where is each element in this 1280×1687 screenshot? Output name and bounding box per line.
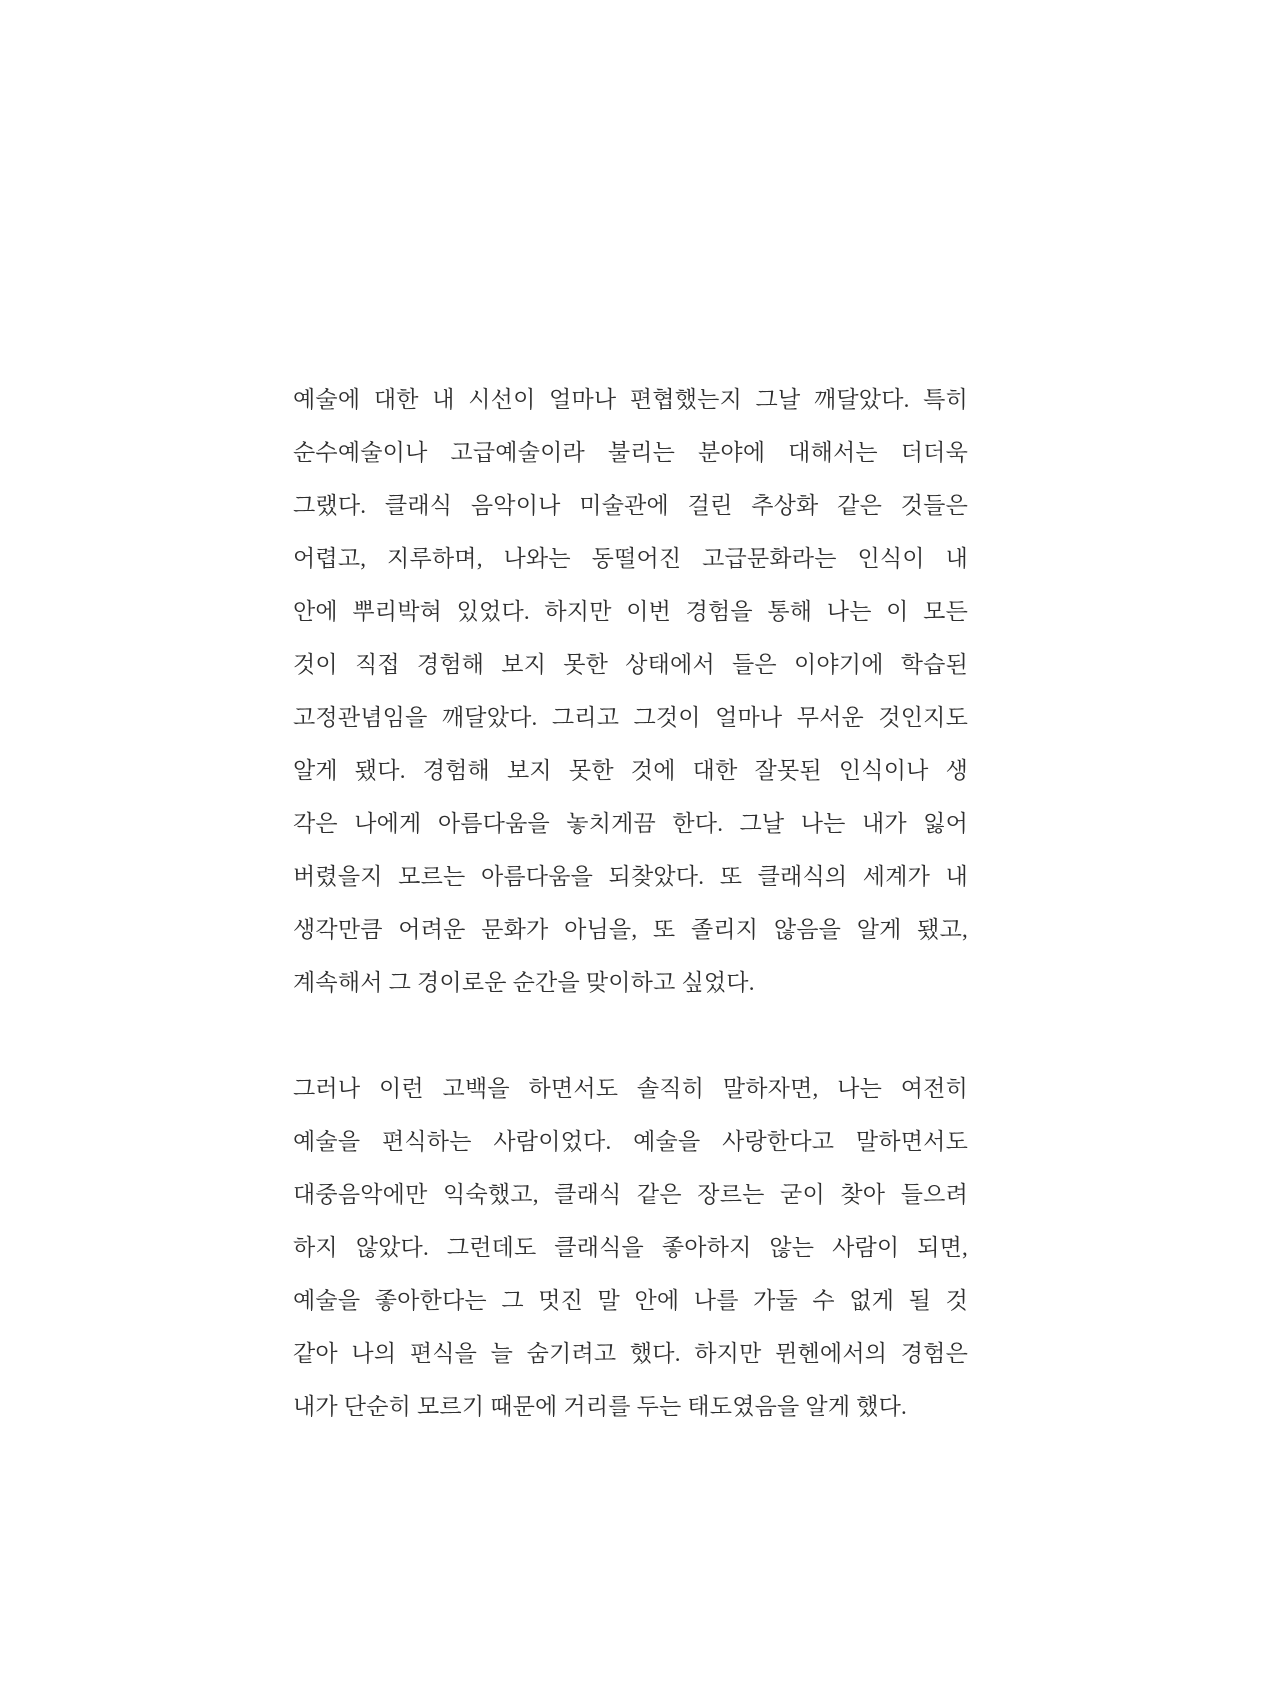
text-line: 생각만큼 어려운 문화가 아님을, 또 졸리지 않음을 알게 됐고, — [293, 917, 968, 942]
text-line: 안에 뿌리박혀 있었다. 하지만 이번 경험을 통해 나는 이 모든 — [293, 599, 968, 624]
text-line: 각은 나에게 아름다움을 놓치게끔 한다. 그날 나는 내가 잃어 — [293, 811, 968, 836]
text-line: 그랬다. 클래식 음악이나 미술관에 걸린 추상화 같은 것들은 — [293, 493, 968, 518]
text-line: 대중음악에만 익숙했고, 클래식 같은 장르는 굳이 찾아 들으려 — [293, 1182, 968, 1207]
text-line: 어렵고, 지루하며, 나와는 동떨어진 고급문화라는 인식이 내 — [293, 546, 968, 571]
text-line: 계속해서 그 경이로운 순간을 맞이하고 싶었다. — [293, 970, 755, 995]
text-line: 것이 직접 경험해 보지 못한 상태에서 들은 이야기에 학습된 — [293, 652, 968, 677]
text-line: 버렸을지 모르는 아름다움을 되찾았다. 또 클래식의 세계가 내 — [293, 864, 968, 889]
body-text-block — [293, 373, 968, 1433]
paragraph-1 — [293, 373, 968, 1009]
text-line: 예술을 편식하는 사람이었다. 예술을 사랑한다고 말하면서도 — [293, 1129, 968, 1154]
text-line: 하지 않았다. 그런데도 클래식을 좋아하지 않는 사람이 되면, — [293, 1235, 968, 1260]
text-line: 그러나 이런 고백을 하면서도 솔직히 말하자면, 나는 여전히 — [293, 1076, 968, 1101]
text-line: 내가 단순히 모르기 때문에 거리를 두는 태도였음을 알게 했다. — [293, 1394, 907, 1419]
text-line: 예술을 좋아한다는 그 멋진 말 안에 나를 가둘 수 없게 될 것 — [293, 1288, 968, 1313]
text-line: 알게 됐다. 경험해 보지 못한 것에 대한 잘못된 인식이나 생 — [293, 758, 968, 783]
text-line: 예술에 대한 내 시선이 얼마나 편협했는지 그날 깨달았다. 특히 — [293, 387, 968, 412]
text-line: 고정관념임을 깨달았다. 그리고 그것이 얼마나 무서운 것인지도 — [293, 705, 968, 730]
text-line: 같아 나의 편식을 늘 숨기려고 했다. 하지만 뮌헨에서의 경험은 — [293, 1341, 968, 1366]
text-line: 순수예술이나 고급예술이라 불리는 분야에 대해서는 더더욱 — [293, 440, 968, 465]
paragraph-2 — [293, 1062, 968, 1433]
